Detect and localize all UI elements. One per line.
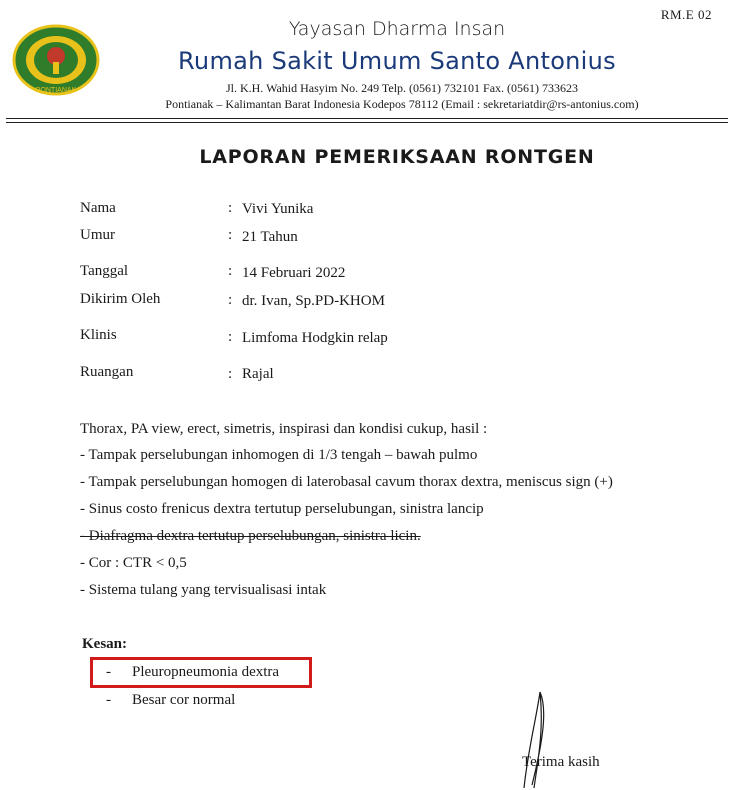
field-colon: : (228, 200, 233, 216)
closing-text: Terima kasih (522, 754, 600, 770)
field-colon: : (228, 366, 233, 382)
impression-heading: Kesan: (82, 636, 127, 652)
signature-mark (510, 690, 570, 790)
finding-item: - Sistema tulang yang tervisualisasi intak (80, 582, 327, 598)
field-label-tanggal: Tanggal (80, 263, 129, 279)
header-divider-thin (6, 122, 728, 123)
document-title: LAPORAN PEMERIKSAAN RONTGEN (199, 146, 595, 168)
impression-item-pleuropneumonia: Pleuropneumonia dextra (132, 664, 280, 680)
field-value-ruangan: Rajal (242, 366, 274, 382)
hospital-name: Rumah Sakit Umum Santo Antonius (178, 47, 616, 75)
field-colon: : (228, 227, 233, 243)
finding-item: - Tampak perselubungan homogen di laterobasal cavum thorax dextra, meniscus sign (+) (80, 474, 613, 490)
address-line-1: Jl. K.H. Wahid Hasyim No. 249 Telp. (0561) 732101 Fax. (0561) 733623 (225, 81, 579, 95)
field-value-dikirim-oleh: dr. Ivan, Sp.PD-KHOM (242, 293, 385, 309)
field-label-umur: Umur (80, 227, 115, 243)
field-value-klinis: Limfoma Hodgkin relap (242, 330, 388, 346)
finding-item: - Cor : CTR < 0,5 (80, 555, 187, 571)
field-colon: : (228, 263, 233, 279)
field-label-ruangan: Ruangan (80, 364, 134, 380)
field-label-dikirim-oleh: Dikirim Oleh (80, 291, 161, 307)
foundation-name: Yayasan Dharma Insan (288, 18, 506, 40)
header-divider (6, 118, 728, 119)
impression-bullet: - (106, 664, 111, 680)
address-line-2: Pontianak – Kalimantan Barat Indonesia Kodepos 78112 (Email : sekretariatdir@rs-antonius.com) (165, 97, 639, 111)
logo-text: PONTIANAK (35, 87, 77, 94)
field-colon: : (228, 329, 233, 345)
impression-item-cor: Besar cor normal (132, 692, 236, 708)
finding-item: - Sinus costo frenicus dextra tertutup perselubungan, sinistra lancip (80, 501, 484, 517)
highlight-box (90, 657, 312, 688)
impression-bullet: - (106, 692, 111, 708)
field-value-tanggal: 14 Februari 2022 (242, 265, 346, 281)
field-label-nama: Nama (80, 200, 116, 216)
finding-item: - Tampak perselubungan inhomogen di 1/3 tengah – bawah pulmo (80, 447, 478, 463)
finding-item: - Diafragma dextra tertutup perselubungan, sinistra licin. (80, 528, 421, 544)
field-value-nama: Vivi Yunika (242, 201, 314, 217)
form-code: RM.E 02 (660, 7, 712, 22)
field-colon: : (228, 292, 233, 308)
findings-intro: Thorax, PA view, erect, simetris, inspirasi dan kondisi cukup, hasil : (80, 421, 488, 437)
field-label-klinis: Klinis (80, 327, 117, 343)
field-value-umur: 21 Tahun (242, 229, 298, 245)
